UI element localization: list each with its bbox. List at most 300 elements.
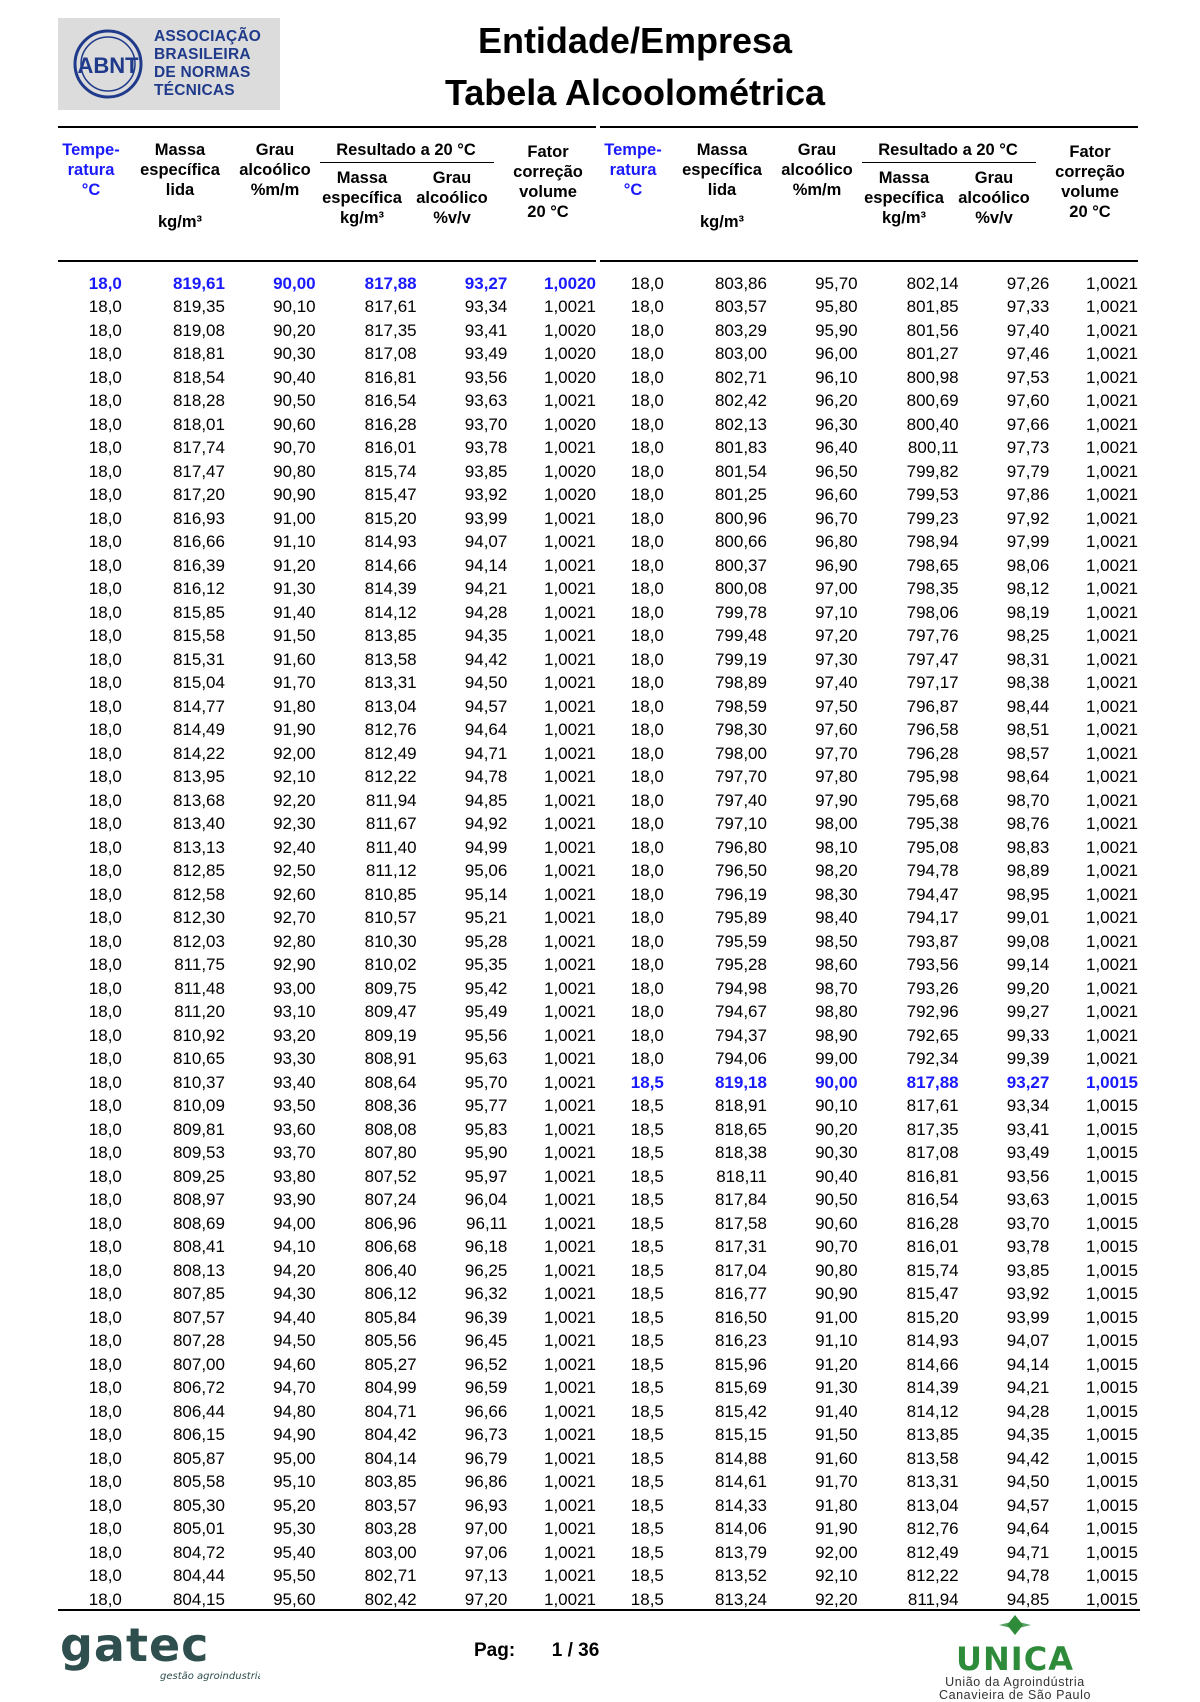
table-cell: 809,19: [364, 1025, 417, 1045]
table-cell: 95,70: [464, 1072, 508, 1092]
table-row: [58, 860, 596, 884]
table-cell: 817,35: [906, 1119, 959, 1139]
table-cell: 817,08: [906, 1143, 959, 1163]
table-cell: 805,27: [364, 1354, 417, 1374]
table-cell: 93,49: [1006, 1143, 1050, 1163]
table-row: [600, 1259, 1138, 1283]
table-cell: 811,75: [174, 955, 225, 975]
table-cell: 816,93: [172, 508, 225, 528]
table-cell: 798,30: [714, 720, 767, 740]
table-cell: 1,0021: [1086, 720, 1138, 740]
table-row: [600, 437, 1138, 461]
table-cell: 93,49: [464, 344, 508, 364]
table-row: [58, 272, 596, 296]
table-cell: 94,57: [464, 696, 508, 716]
table-cell: 94,21: [464, 579, 508, 599]
table-cell: 799,82: [906, 461, 959, 481]
table-cell: 1,0021: [1086, 790, 1138, 810]
table-cell: 801,54: [714, 461, 767, 481]
col-massa-unit: kg/m³: [699, 213, 744, 231]
table-cell: 18,0: [88, 1401, 122, 1421]
table-row: [58, 1306, 596, 1330]
table-cell: 1,0021: [544, 955, 596, 975]
table-cell: 93,56: [464, 367, 508, 387]
table-cell: 94,07: [464, 532, 508, 552]
table-cell: 18,0: [630, 908, 664, 928]
table-row: [58, 484, 596, 508]
table-cell: 97,90: [815, 790, 858, 810]
table-cell: 812,03: [172, 931, 225, 951]
table-row: [600, 1330, 1138, 1354]
table-cell: 95,97: [464, 1166, 508, 1186]
table-cell: 815,69: [714, 1378, 767, 1398]
table-body-right: [600, 272, 1138, 1612]
table-cell: 18,0: [630, 461, 664, 481]
table-cell: 1,0021: [1086, 696, 1138, 716]
table-row: [58, 1424, 596, 1448]
table-cell: 98,44: [1006, 696, 1050, 716]
table-cell: 795,68: [906, 790, 959, 810]
table-cell: 800,08: [714, 579, 767, 599]
table-cell: 1,0021: [544, 1542, 596, 1562]
table-cell: 1,0021: [544, 837, 596, 857]
table-cell: 94,64: [464, 720, 508, 740]
page-label: Pag:: [474, 1640, 516, 1661]
table-cell: 97,10: [815, 602, 858, 622]
table-cell: 798,65: [906, 555, 959, 575]
table-cell: 94,14: [464, 555, 508, 575]
table-cell: 96,66: [464, 1401, 508, 1421]
table-cell: 18,0: [88, 1589, 122, 1609]
table-cell: 818,81: [172, 344, 225, 364]
col-grau-mm: Grau alcoólico %m/m: [781, 141, 853, 199]
table-cell: 1,0015: [1086, 1284, 1138, 1304]
table-cell: 1,0021: [1086, 837, 1138, 857]
table-cell: 97,26: [1006, 273, 1050, 293]
table-cell: 1,0021: [544, 1307, 596, 1327]
table-cell: 1,0021: [1086, 414, 1138, 434]
table-cell: 816,54: [906, 1190, 959, 1210]
table-cell: 97,86: [1006, 485, 1050, 505]
table-cell: 18,5: [630, 1119, 664, 1139]
table-cell: 1,0021: [544, 931, 596, 951]
table-cell: 798,94: [906, 532, 959, 552]
table-cell: 1,0015: [1086, 1472, 1138, 1492]
table-cell: 819,61: [172, 273, 225, 293]
table-cell: 1,0021: [544, 555, 596, 575]
table-cell: 816,28: [906, 1213, 959, 1233]
table-cell: 817,84: [714, 1190, 767, 1210]
table-cell: 804,42: [364, 1425, 417, 1445]
table-cell: 94,80: [273, 1401, 316, 1421]
table-row: [58, 766, 596, 790]
table-row: [58, 554, 596, 578]
table-row: [600, 1471, 1138, 1495]
table-cell: 814,93: [364, 532, 417, 552]
table-cell: 97,66: [1006, 414, 1050, 434]
col-resultado-20c: Resultado a 20 °C: [336, 141, 476, 159]
table-cell: 18,0: [630, 579, 664, 599]
table-cell: 93,70: [273, 1143, 316, 1163]
table-cell: 1,0021: [544, 508, 596, 528]
table-cell: 90,40: [815, 1166, 858, 1186]
table-row: [58, 366, 596, 390]
table-cell: 96,52: [464, 1354, 508, 1374]
table-cell: 801,27: [906, 344, 959, 364]
table-cell: 18,0: [88, 861, 122, 881]
table-cell: 1,0021: [1086, 273, 1138, 293]
table-cell: 1,0021: [544, 391, 596, 411]
table-cell: 817,88: [906, 1072, 959, 1092]
table-cell: 18,0: [630, 391, 664, 411]
table-cell: 18,5: [630, 1354, 664, 1374]
table-cell: 93,70: [1006, 1213, 1050, 1233]
table-cell: 94,99: [464, 837, 508, 857]
table-cell: 18,5: [630, 1166, 664, 1186]
table-row: [600, 977, 1138, 1001]
table-cell: 1,0021: [544, 1237, 596, 1257]
table-cell: 1,0021: [1086, 555, 1138, 575]
table-cell: 96,20: [815, 391, 858, 411]
table-cell: 1,0021: [544, 1213, 596, 1233]
table-cell: 798,89: [714, 673, 767, 693]
table-cell: 98,89: [1006, 861, 1050, 881]
table-cell: 96,32: [464, 1284, 508, 1304]
table-cell: 1,0021: [1086, 931, 1138, 951]
table-cell: 810,09: [172, 1096, 225, 1116]
footer-divider: [58, 1609, 1140, 1611]
table-cell: 18,5: [630, 1472, 664, 1492]
table-cell: 1,0021: [544, 1025, 596, 1045]
table-cell: 1,0021: [544, 1331, 596, 1351]
table-cell: 814,33: [714, 1495, 767, 1515]
unica-subtitle-2: Canavieira de São Paulo: [938, 1688, 1092, 1702]
table-cell: 90,70: [815, 1237, 858, 1257]
table-cell: 95,90: [815, 320, 858, 340]
table-cell: 93,85: [464, 461, 508, 481]
table-cell: 802,13: [714, 414, 767, 434]
table-cell: 96,18: [464, 1237, 508, 1257]
table-cell: 1,0021: [1086, 861, 1138, 881]
table-cell: 800,69: [906, 391, 959, 411]
table-row: [58, 1377, 596, 1401]
table-cell: 94,50: [1006, 1472, 1050, 1492]
table-cell: 98,76: [1006, 814, 1050, 834]
table-row: [58, 460, 596, 484]
table-row: [600, 554, 1138, 578]
table-cell: 90,30: [273, 344, 316, 364]
table-row: [58, 437, 596, 461]
table-cell: 91,90: [815, 1519, 858, 1539]
table-cell: 809,53: [172, 1143, 225, 1163]
table-cell: 809,47: [364, 1002, 417, 1022]
table-row: [600, 413, 1138, 437]
table-cell: 90,60: [815, 1213, 858, 1233]
table-cell: 97,40: [1006, 320, 1050, 340]
table-cell: 1,0021: [544, 790, 596, 810]
table-cell: 95,30: [273, 1519, 316, 1539]
table-cell: 818,54: [172, 367, 225, 387]
table-cell: 794,37: [714, 1025, 767, 1045]
table-cell: 94,21: [1006, 1378, 1050, 1398]
table-cell: 18,0: [630, 743, 664, 763]
table-row: [58, 1024, 596, 1048]
table-cell: 99,33: [1006, 1025, 1050, 1045]
table-cell: 815,47: [906, 1284, 959, 1304]
table-cell: 93,27: [464, 273, 508, 293]
table-cell: 815,74: [364, 461, 417, 481]
table-cell: 807,85: [172, 1284, 225, 1304]
table-cell: 93,34: [1006, 1096, 1050, 1116]
table-cell: 807,28: [172, 1331, 225, 1351]
table-cell: 802,71: [714, 367, 767, 387]
table-row: [600, 883, 1138, 907]
table-cell: 96,25: [464, 1260, 508, 1280]
table-cell: 1,0015: [1086, 1143, 1138, 1163]
table-row: [600, 1541, 1138, 1565]
table-cell: 96,04: [464, 1190, 508, 1210]
table-cell: 97,46: [1006, 344, 1050, 364]
table-cell: 98,51: [1006, 720, 1050, 740]
table-cell: 94,40: [273, 1307, 316, 1327]
table-cell: 1,0021: [1086, 814, 1138, 834]
table-cell: 94,50: [464, 673, 508, 693]
table-cell: 18,0: [88, 344, 122, 364]
table-cell: 99,39: [1006, 1049, 1050, 1069]
table-row: [600, 1447, 1138, 1471]
table-row: [58, 1071, 596, 1095]
col-massa-lida: Massa específica lida: [140, 141, 220, 199]
table-cell: 18,0: [88, 1096, 122, 1116]
table-cell: 18,0: [88, 461, 122, 481]
table-row: [58, 343, 596, 367]
table-row: [600, 1400, 1138, 1424]
table-cell: 93,27: [1006, 1072, 1050, 1092]
table-cell: 18,5: [630, 1542, 664, 1562]
table-cell: 815,20: [906, 1307, 959, 1327]
table-cell: 1,0021: [1086, 297, 1138, 317]
table-cell: 99,27: [1006, 1002, 1050, 1022]
table-cell: 18,0: [630, 884, 664, 904]
table-cell: 18,0: [630, 649, 664, 669]
table-cell: 90,40: [273, 367, 316, 387]
table-cell: 18,0: [630, 438, 664, 458]
col-grau-mm: Grau alcoólico %m/m: [239, 141, 311, 199]
table-cell: 819,18: [714, 1072, 767, 1092]
table-row: [600, 272, 1138, 296]
svg-text:gatec: gatec: [60, 1625, 210, 1672]
table-cell: 90,50: [273, 391, 316, 411]
table-cell: 18,0: [630, 720, 664, 740]
table-row: [58, 977, 596, 1001]
table-cell: 95,49: [464, 1002, 508, 1022]
table-cell: 1,0015: [1086, 1354, 1138, 1374]
table-cell: 91,60: [273, 649, 316, 669]
table-cell: 796,87: [906, 696, 959, 716]
table-cell: 91,00: [815, 1307, 858, 1327]
table-cell: 1,0015: [1086, 1566, 1138, 1586]
table-cell: 91,70: [273, 673, 316, 693]
table-cell: 1,0021: [544, 626, 596, 646]
abnt-logo: [58, 18, 280, 110]
table-cell: 94,42: [464, 649, 508, 669]
table-cell: 18,0: [630, 1025, 664, 1045]
table-cell: 1,0021: [1086, 743, 1138, 763]
table-cell: 90,80: [273, 461, 316, 481]
table-cell: 816,66: [172, 532, 225, 552]
table-cell: 1,0015: [1086, 1495, 1138, 1515]
table-cell: 93,90: [273, 1190, 316, 1210]
table-cell: 1,0021: [544, 720, 596, 740]
table-cell: 810,65: [172, 1049, 225, 1069]
table-cell: 1,0015: [1086, 1589, 1138, 1609]
table-cell: 1,0015: [1086, 1307, 1138, 1327]
table-cell: 98,10: [815, 837, 858, 857]
table-cell: 803,29: [714, 320, 767, 340]
table-cell: 810,57: [364, 908, 417, 928]
table-cell: 806,15: [172, 1425, 225, 1445]
table-cell: 1,0021: [544, 1472, 596, 1492]
table-cell: 811,20: [174, 1002, 225, 1022]
table-cell: 1,0021: [1086, 532, 1138, 552]
table-cell: 1,0021: [544, 649, 596, 669]
table-cell: 805,58: [172, 1472, 225, 1492]
table-row: [600, 1048, 1138, 1072]
col-res-grau: Grau alcoólico %v/v: [958, 169, 1030, 227]
table-cell: 1,0021: [544, 579, 596, 599]
table-cell: 97,79: [1006, 461, 1050, 481]
table-cell: 1,0015: [1086, 1401, 1138, 1421]
table-row: [600, 319, 1138, 343]
table-cell: 802,42: [364, 1589, 417, 1609]
table-cell: 817,58: [714, 1213, 767, 1233]
table-cell: 817,35: [364, 320, 417, 340]
table-cell: 813,13: [172, 837, 225, 857]
table-cell: 1,0021: [544, 673, 596, 693]
table-row: [600, 1001, 1138, 1025]
table-cell: 813,95: [172, 767, 225, 787]
table-cell: 94,60: [273, 1354, 316, 1374]
table-cell: 813,68: [172, 790, 225, 810]
table-cell: 18,0: [630, 837, 664, 857]
table-cell: 96,79: [464, 1448, 508, 1468]
table-cell: 98,20: [815, 861, 858, 881]
table-cell: 96,40: [815, 438, 858, 458]
table-cell: 1,0021: [544, 1378, 596, 1398]
table-cell: 1,0021: [544, 861, 596, 881]
table-cell: 806,68: [364, 1237, 417, 1257]
table-cell: 98,06: [1006, 555, 1050, 575]
table-cell: 808,91: [364, 1049, 417, 1069]
table-cell: 18,0: [630, 367, 664, 387]
table-row: [600, 907, 1138, 931]
table-left: [58, 126, 596, 1612]
table-cell: 814,66: [906, 1354, 959, 1374]
table-cell: 18,5: [630, 1401, 664, 1421]
table-cell: 18,5: [630, 1096, 664, 1116]
table-row: [58, 531, 596, 555]
table-cell: 93,40: [273, 1072, 316, 1092]
table-cell: 809,25: [172, 1166, 225, 1186]
table-cell: 93,00: [273, 978, 316, 998]
table-cell: 98,70: [815, 978, 858, 998]
table-cell: 18,0: [88, 555, 122, 575]
table-cell: 90,00: [815, 1072, 858, 1092]
table-cell: 810,85: [364, 884, 417, 904]
table-row: [58, 1353, 596, 1377]
table-cell: 792,65: [906, 1025, 959, 1045]
table-row: [600, 1142, 1138, 1166]
table-cell: 806,72: [172, 1378, 225, 1398]
table-cell: 91,80: [815, 1495, 858, 1515]
table-row: [600, 1236, 1138, 1260]
gatec-logo: [60, 1625, 260, 1688]
table-cell: 807,00: [172, 1354, 225, 1374]
table-cell: 96,93: [464, 1495, 508, 1515]
table-cell: 98,60: [815, 955, 858, 975]
table-cell: 18,0: [88, 1072, 122, 1092]
table-cell: 797,47: [906, 649, 959, 669]
table-cell: 92,50: [273, 861, 316, 881]
table-cell: 1,0020: [544, 485, 596, 505]
table-row: [600, 1189, 1138, 1213]
table-cell: 805,30: [172, 1495, 225, 1515]
table-cell: 808,13: [172, 1260, 225, 1280]
table-cell: 97,70: [815, 743, 858, 763]
abnt-emblem-icon: [72, 28, 144, 100]
table-cell: 1,0021: [1086, 884, 1138, 904]
table-cell: 18,0: [630, 555, 664, 575]
table-cell: 91,50: [273, 626, 316, 646]
table-cell: 815,04: [172, 673, 225, 693]
table-cell: 818,01: [172, 414, 225, 434]
table-cell: 1,0021: [544, 884, 596, 904]
table-cell: 18,5: [630, 1143, 664, 1163]
table-cell: 18,5: [630, 1213, 664, 1233]
table-cell: 811,67: [365, 814, 417, 834]
table-cell: 813,79: [714, 1542, 767, 1562]
table-cell: 97,53: [1006, 367, 1050, 387]
table-row: [58, 1212, 596, 1236]
table-cell: 18,0: [88, 273, 122, 293]
table-cell: 813,58: [906, 1448, 959, 1468]
table-row: [58, 1565, 596, 1589]
table-cell: 813,24: [714, 1589, 767, 1609]
table-cell: 802,14: [906, 273, 959, 293]
col-fator: Fator correção volume 20 °C: [513, 143, 583, 221]
table-cell: 93,92: [464, 485, 508, 505]
table-cell: 796,19: [714, 884, 767, 904]
table-row: [58, 883, 596, 907]
table-cell: 805,01: [172, 1519, 225, 1539]
table-cell: 807,52: [364, 1166, 417, 1186]
table-cell: 814,06: [714, 1519, 767, 1539]
table-cell: 815,20: [364, 508, 417, 528]
table-row: [58, 507, 596, 531]
table-cell: 813,31: [364, 673, 417, 693]
table-cell: 816,28: [364, 414, 417, 434]
table-cell: 96,90: [815, 555, 858, 575]
table-row: [58, 1400, 596, 1424]
table-cell: 1,0021: [544, 1448, 596, 1468]
page-title: Entidade/Empresa: [477, 20, 793, 61]
table-cell: 812,58: [172, 884, 225, 904]
table-cell: 1,0015: [1086, 1119, 1138, 1139]
table-cell: 801,85: [906, 297, 959, 317]
table-cell: 94,28: [1006, 1401, 1050, 1421]
table-cell: 800,66: [714, 532, 767, 552]
table-cell: 18,5: [630, 1378, 664, 1398]
